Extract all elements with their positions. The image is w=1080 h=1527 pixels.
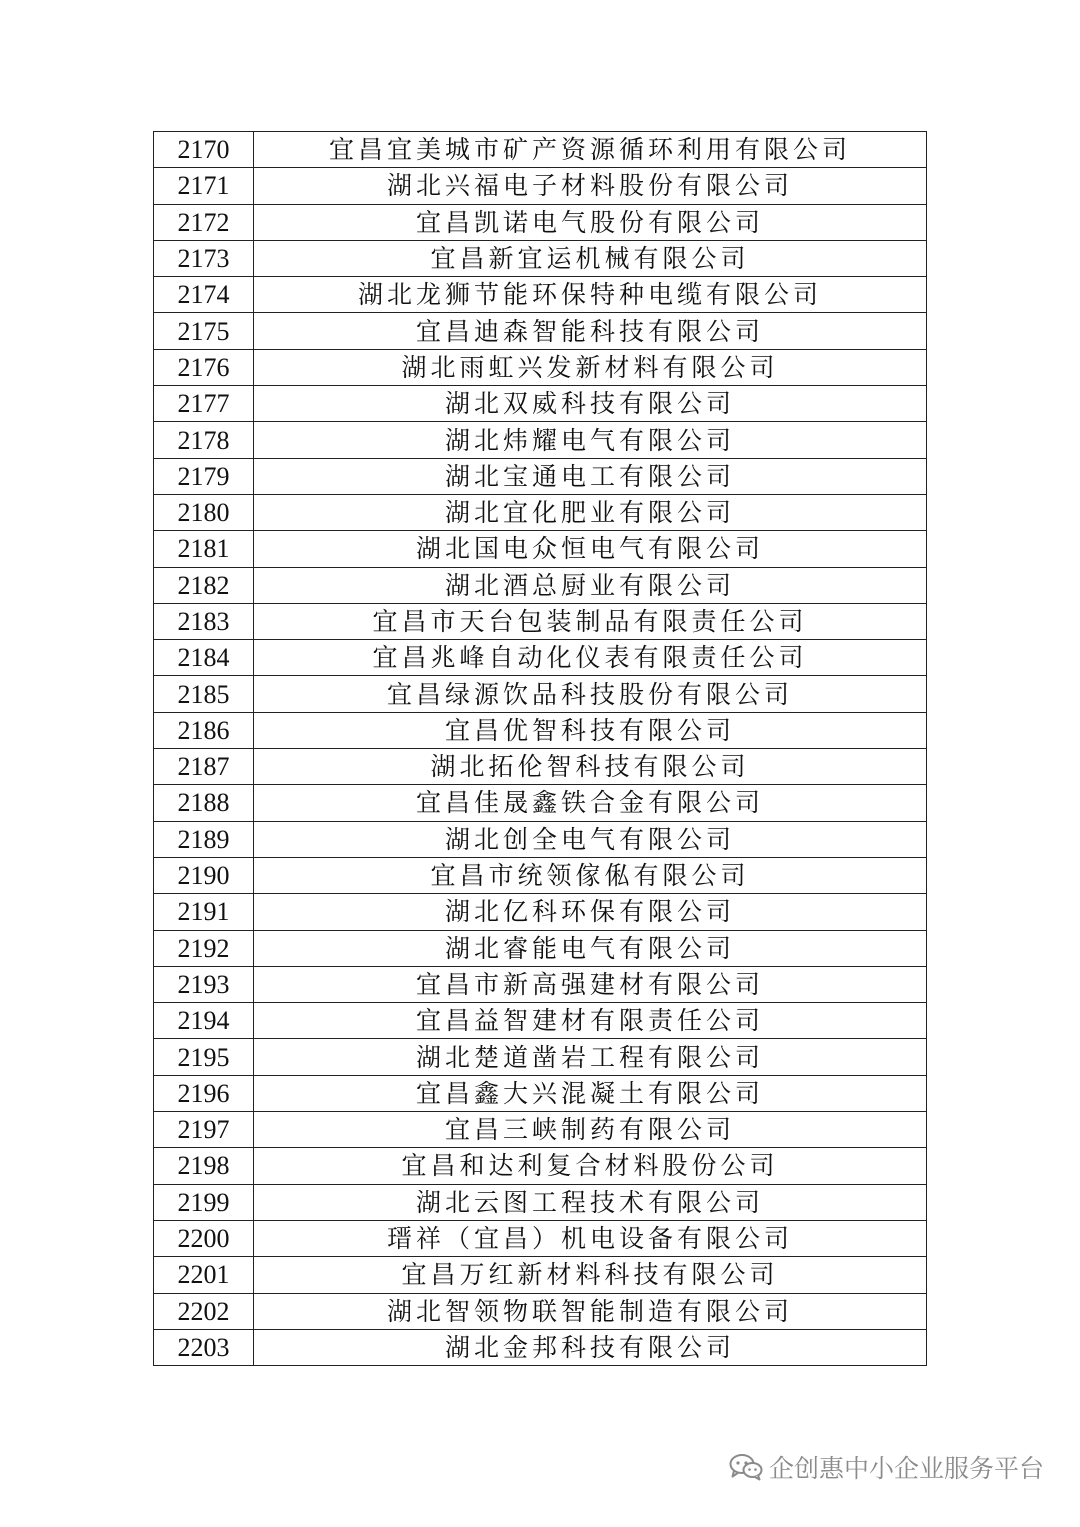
row-number: 2173 [154,240,254,276]
row-number: 2171 [154,168,254,204]
row-number: 2200 [154,1220,254,1256]
table-row [154,603,927,639]
company-name: 湖北亿科环保有限公司 [254,894,927,930]
company-name: 宜昌宜美城市矿产资源循环利用有限公司 [254,132,927,168]
table-row [154,531,927,567]
company-name: 宜昌绿源饮品科技股份有限公司 [254,676,927,712]
company-name: 宜昌新宜运机械有限公司 [254,240,927,276]
row-number: 2174 [154,277,254,313]
row-number: 2184 [154,640,254,676]
row-number: 2182 [154,567,254,603]
table-row [154,1075,927,1111]
table-row [154,1039,927,1075]
row-number: 2190 [154,857,254,893]
company-name: 宜昌凯诺电气股份有限公司 [254,204,927,240]
table-row [154,930,927,966]
company-name: 宜昌佳晟鑫铁合金有限公司 [254,785,927,821]
row-number: 2178 [154,422,254,458]
row-number: 2194 [154,1003,254,1039]
company-name: 宜昌市天台包装制品有限责任公司 [254,603,927,639]
row-number: 2191 [154,894,254,930]
company-list-table [153,131,927,1366]
company-name: 宜昌鑫大兴混凝土有限公司 [254,1075,927,1111]
row-number: 2188 [154,785,254,821]
company-name: 宜昌三峡制药有限公司 [254,1112,927,1148]
company-name: 宜昌优智科技有限公司 [254,712,927,748]
company-name: 湖北双威科技有限公司 [254,386,927,422]
row-number: 2177 [154,386,254,422]
row-number: 2196 [154,1075,254,1111]
table-row [154,1257,927,1293]
row-number: 2197 [154,1112,254,1148]
row-number: 2203 [154,1329,254,1365]
row-number: 2199 [154,1184,254,1220]
row-number: 2175 [154,313,254,349]
company-name: 湖北炜耀电气有限公司 [254,422,927,458]
table-row [154,567,927,603]
table-row [154,168,927,204]
table-row [154,676,927,712]
company-name: 宜昌市统领傢俬有限公司 [254,857,927,893]
company-name: 宜昌市新高强建材有限公司 [254,966,927,1002]
company-name: 湖北楚道凿岩工程有限公司 [254,1039,927,1075]
company-name: 宜昌和达利复合材料股份公司 [254,1148,927,1184]
table-row [154,1112,927,1148]
table-row [154,821,927,857]
company-name: 宜昌兆峰自动化仪表有限责任公司 [254,640,927,676]
row-number: 2183 [154,603,254,639]
company-name: 湖北创全电气有限公司 [254,821,927,857]
row-number: 2179 [154,458,254,494]
table-row [154,785,927,821]
table-row [154,1184,927,1220]
row-number: 2170 [154,132,254,168]
company-name: 湖北宝通电工有限公司 [254,458,927,494]
table-row [154,386,927,422]
row-number: 2195 [154,1039,254,1075]
table-row [154,1293,927,1329]
company-name: 湖北智领物联智能制造有限公司 [254,1293,927,1329]
wechat-icon [729,1453,763,1481]
company-name: 宜昌益智建材有限责任公司 [254,1003,927,1039]
company-name: 湖北国电众恒电气有限公司 [254,531,927,567]
row-number: 2192 [154,930,254,966]
table-row [154,277,927,313]
row-number: 2180 [154,494,254,530]
company-name: 湖北雨虹兴发新材料有限公司 [254,349,927,385]
row-number: 2181 [154,531,254,567]
table-row [154,712,927,748]
company-name: 湖北兴福电子材料股份有限公司 [254,168,927,204]
watermark [729,1449,1044,1485]
row-number: 2187 [154,749,254,785]
company-name: 湖北拓伦智科技有限公司 [254,749,927,785]
row-number: 2185 [154,676,254,712]
table-row [154,640,927,676]
table-row [154,1329,927,1365]
table-row [154,132,927,168]
row-number: 2186 [154,712,254,748]
table-row [154,204,927,240]
row-number: 2172 [154,204,254,240]
table-row [154,349,927,385]
table-row [154,966,927,1002]
row-number: 2198 [154,1148,254,1184]
company-name: 湖北宜化肥业有限公司 [254,494,927,530]
table-row [154,857,927,893]
company-list-body [154,132,927,1366]
company-name: 宜昌迪森智能科技有限公司 [254,313,927,349]
table-row [154,240,927,276]
table-row [154,894,927,930]
watermark-text: 企创惠中小企业服务平台 [768,1454,1044,1483]
row-number: 2201 [154,1257,254,1293]
table-row [154,458,927,494]
table-row [154,1148,927,1184]
company-name: 瑨祥（宜昌）机电设备有限公司 [254,1220,927,1256]
company-name: 湖北睿能电气有限公司 [254,930,927,966]
company-name: 宜昌万红新材料科技有限公司 [254,1257,927,1293]
row-number: 2176 [154,349,254,385]
company-name: 湖北金邦科技有限公司 [254,1329,927,1365]
table-row [154,494,927,530]
company-name: 湖北龙狮节能环保特种电缆有限公司 [254,277,927,313]
table-row [154,313,927,349]
row-number: 2193 [154,966,254,1002]
company-name: 湖北云图工程技术有限公司 [254,1184,927,1220]
table-row [154,1003,927,1039]
row-number: 2189 [154,821,254,857]
table-row [154,422,927,458]
table-row [154,749,927,785]
company-name: 湖北酒总厨业有限公司 [254,567,927,603]
row-number: 2202 [154,1293,254,1329]
table-row [154,1220,927,1256]
